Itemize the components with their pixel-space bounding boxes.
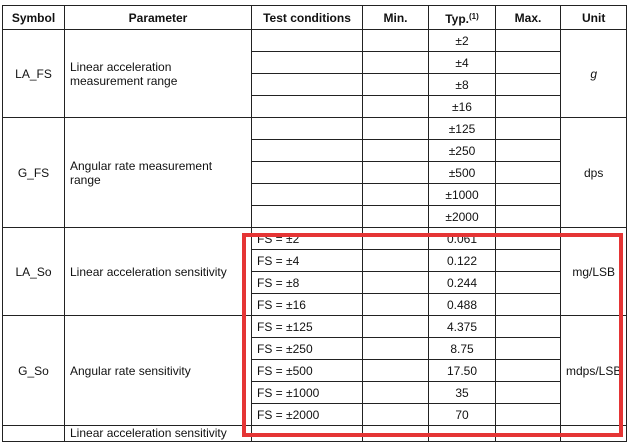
conditions-cell: FS = ±250 <box>252 338 363 360</box>
typ-cell: ±500 <box>429 162 496 184</box>
symbol-cell: G_So <box>3 316 65 426</box>
typ-cell: 17.50 <box>429 360 496 382</box>
col-test-conditions: Test conditions <box>252 6 363 30</box>
max-cell <box>496 404 561 426</box>
max-cell <box>496 74 561 96</box>
typ-cell: ±125 <box>429 118 496 140</box>
max-cell <box>496 382 561 404</box>
min-cell <box>363 382 429 404</box>
col-typ <box>429 6 496 30</box>
typ-cell: ±2 <box>429 30 496 52</box>
conditions-cell <box>252 426 363 442</box>
max-cell <box>496 52 561 74</box>
min-cell <box>363 140 429 162</box>
unit-cell: mg/LSB <box>561 228 627 316</box>
typ-cell: ±16 <box>429 96 496 118</box>
spec-table <box>2 5 627 442</box>
min-cell <box>363 184 429 206</box>
conditions-cell <box>252 74 363 96</box>
conditions-cell <box>252 206 363 228</box>
max-cell <box>496 118 561 140</box>
table-row <box>3 118 627 140</box>
max-cell <box>496 140 561 162</box>
col-min: Min. <box>363 6 429 30</box>
conditions-cell: FS = ±16 <box>252 294 363 316</box>
min-cell <box>363 272 429 294</box>
min-cell <box>363 250 429 272</box>
min-cell <box>363 426 429 442</box>
typ-cell: 0.061 <box>429 228 496 250</box>
max-cell <box>496 338 561 360</box>
col-max: Max. <box>496 6 561 30</box>
parameter-cell: Linear acceleration sensitivity <box>65 426 252 442</box>
max-cell <box>496 316 561 338</box>
typ-cell: ±4 <box>429 52 496 74</box>
min-cell <box>363 96 429 118</box>
parameter-cell: Angular rate sensitivity <box>65 316 252 426</box>
conditions-cell: FS = ±8 <box>252 272 363 294</box>
max-cell <box>496 30 561 52</box>
min-cell <box>363 30 429 52</box>
max-cell <box>496 206 561 228</box>
col-parameter: Parameter <box>65 6 252 30</box>
symbol-cell <box>3 426 65 442</box>
conditions-cell: FS = ±500 <box>252 360 363 382</box>
typ-cell: 0.122 <box>429 250 496 272</box>
typ-cell: 0.488 <box>429 294 496 316</box>
typ-cell: ±1000 <box>429 184 496 206</box>
conditions-cell: FS = ±1000 <box>252 382 363 404</box>
col-typ-label: Typ. <box>445 11 469 26</box>
conditions-cell <box>252 96 363 118</box>
conditions-cell: FS = ±2000 <box>252 404 363 426</box>
max-cell <box>496 426 561 442</box>
max-cell <box>496 184 561 206</box>
max-cell <box>496 360 561 382</box>
typ-cell: 4.375 <box>429 316 496 338</box>
conditions-cell <box>252 184 363 206</box>
conditions-cell <box>252 118 363 140</box>
typ-cell <box>429 426 496 442</box>
max-cell <box>496 250 561 272</box>
min-cell <box>363 162 429 184</box>
typ-cell: ±2000 <box>429 206 496 228</box>
conditions-cell: FS = ±125 <box>252 316 363 338</box>
max-cell <box>496 294 561 316</box>
parameter-cell: Angular rate measurement range <box>65 118 252 228</box>
unit-cell: mdps/LSB <box>561 316 627 426</box>
parameter-cell: Linear acceleration measurement range <box>65 30 252 118</box>
typ-cell: ±250 <box>429 140 496 162</box>
col-symbol: Symbol <box>3 6 65 30</box>
typ-cell: 70 <box>429 404 496 426</box>
table-row <box>3 228 627 250</box>
symbol-cell: LA_FS <box>3 30 65 118</box>
parameter-cell: Linear acceleration sensitivity <box>65 228 252 316</box>
col-unit: Unit <box>561 6 627 30</box>
conditions-cell: FS = ±2 <box>252 228 363 250</box>
min-cell <box>363 338 429 360</box>
min-cell <box>363 228 429 250</box>
min-cell <box>363 118 429 140</box>
typ-cell: 0.244 <box>429 272 496 294</box>
conditions-cell <box>252 140 363 162</box>
max-cell <box>496 228 561 250</box>
min-cell <box>363 206 429 228</box>
min-cell <box>363 52 429 74</box>
typ-footnote: (1) <box>469 11 479 21</box>
unit-cell: dps <box>561 118 627 228</box>
symbol-cell: G_FS <box>3 118 65 228</box>
conditions-cell: FS = ±4 <box>252 250 363 272</box>
conditions-cell <box>252 30 363 52</box>
typ-cell: ±8 <box>429 74 496 96</box>
max-cell <box>496 96 561 118</box>
table-row <box>3 316 627 338</box>
symbol-cell: LA_So <box>3 228 65 316</box>
min-cell <box>363 74 429 96</box>
typ-cell: 35 <box>429 382 496 404</box>
table-row <box>3 30 627 52</box>
conditions-cell <box>252 52 363 74</box>
min-cell <box>363 294 429 316</box>
unit-cell: g <box>561 30 627 118</box>
table-row-partial <box>3 426 627 442</box>
min-cell <box>363 316 429 338</box>
max-cell <box>496 162 561 184</box>
max-cell <box>496 272 561 294</box>
typ-cell: 8.75 <box>429 338 496 360</box>
conditions-cell <box>252 162 363 184</box>
min-cell <box>363 360 429 382</box>
header-row <box>3 6 627 30</box>
unit-cell <box>561 426 627 442</box>
min-cell <box>363 404 429 426</box>
